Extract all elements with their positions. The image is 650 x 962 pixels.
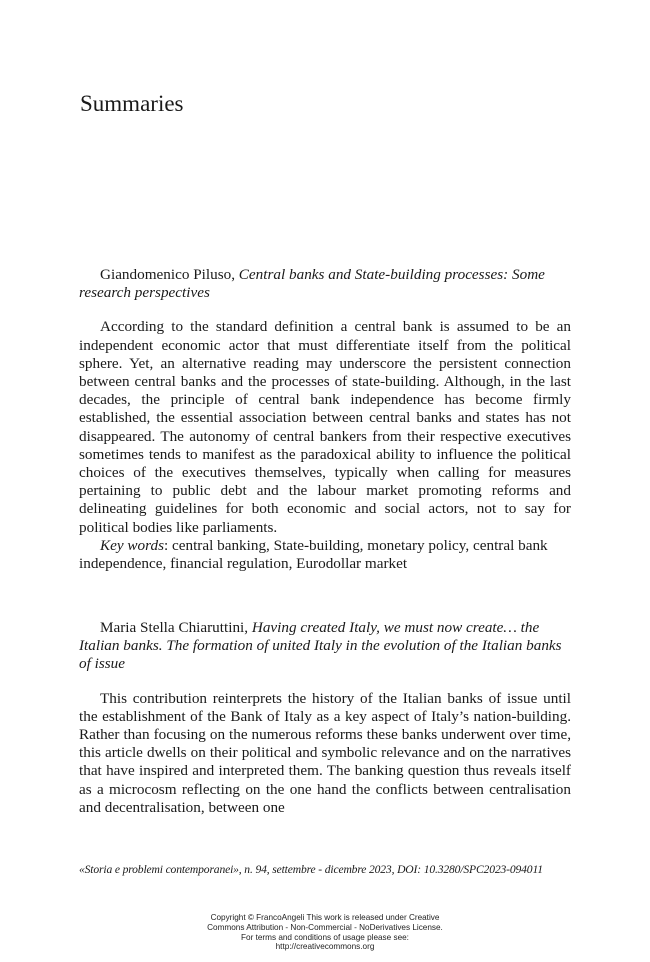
author-name: Giandomenico Piluso, <box>100 266 239 283</box>
article-title: Having created Italy, we must now create… the Italian banks. The formation of united Italy in the evolution of the Italian banks of issue <box>79 619 562 673</box>
abstract-text: This contribution reinterprets the history of the Italian banks of issue until the establishment of the Bank of Italy as a key aspect of Italy’s nation-building. Rather than focusing on the numerous reforms these banks underwent over time, this article dwells on their political and symbolic relevance and on the narratives that have inspired and interpreted them. The banking question thus reveals itself as a microcosm reflecting on the one hand the conflicts between centralisation and decentralisation, between one <box>79 689 571 816</box>
license-line: Copyright © FrancoAngeli This work is released under Creative <box>210 913 440 922</box>
license-line: Commons Attribution - Non-Commercial - NoDerivatives License. <box>207 922 443 932</box>
author-name: Maria Stella Chiaruttini, <box>100 619 252 636</box>
summary-entry-chiaruttini <box>79 619 571 817</box>
license-link[interactable]: http://creativecommons.org <box>275 942 375 952</box>
keywords-label: Key words <box>100 536 164 554</box>
entry-heading <box>79 266 571 302</box>
license-notice <box>0 913 650 952</box>
entry-heading <box>79 619 571 674</box>
journal-citation: «Storia e problemi contemporanei», n. 94, settembre - dicembre 2023, DOI: 10.3280/SPC2023-094011 <box>79 863 543 876</box>
summary-entry-piluso <box>79 266 571 573</box>
keywords-line <box>79 537 571 573</box>
license-line: For terms and conditions of usage please see: <box>241 932 409 942</box>
page-title: Summaries <box>80 91 184 116</box>
article-title: Central banks and State-building processes: Some research perspectives <box>79 266 545 302</box>
abstract-text: According to the standard definition a central bank is assumed to be an independent economic actor that must differentiate itself from the political sphere. Yet, an alternative reading may underscore the persistent connection between central banks and the processes of state-building. Although, in the last decades, the principle of central bank independence has become firmly established, the essential association between central banks and states has not disappeared. The autonomy of central bankers from their respective executives sometimes tends to manifest as the paradoxical ability to influence the political choices of the executives themselves, typically when calling for measures pertaining to public debt and the labour market promoting reforms and delineating guidelines for both economic and social actors, not to say for political bodies like parliaments. <box>79 318 571 536</box>
keywords-list: : central banking, State-building, monetary policy, central bank independence, financial regulation, Eurodollar market <box>79 536 548 573</box>
